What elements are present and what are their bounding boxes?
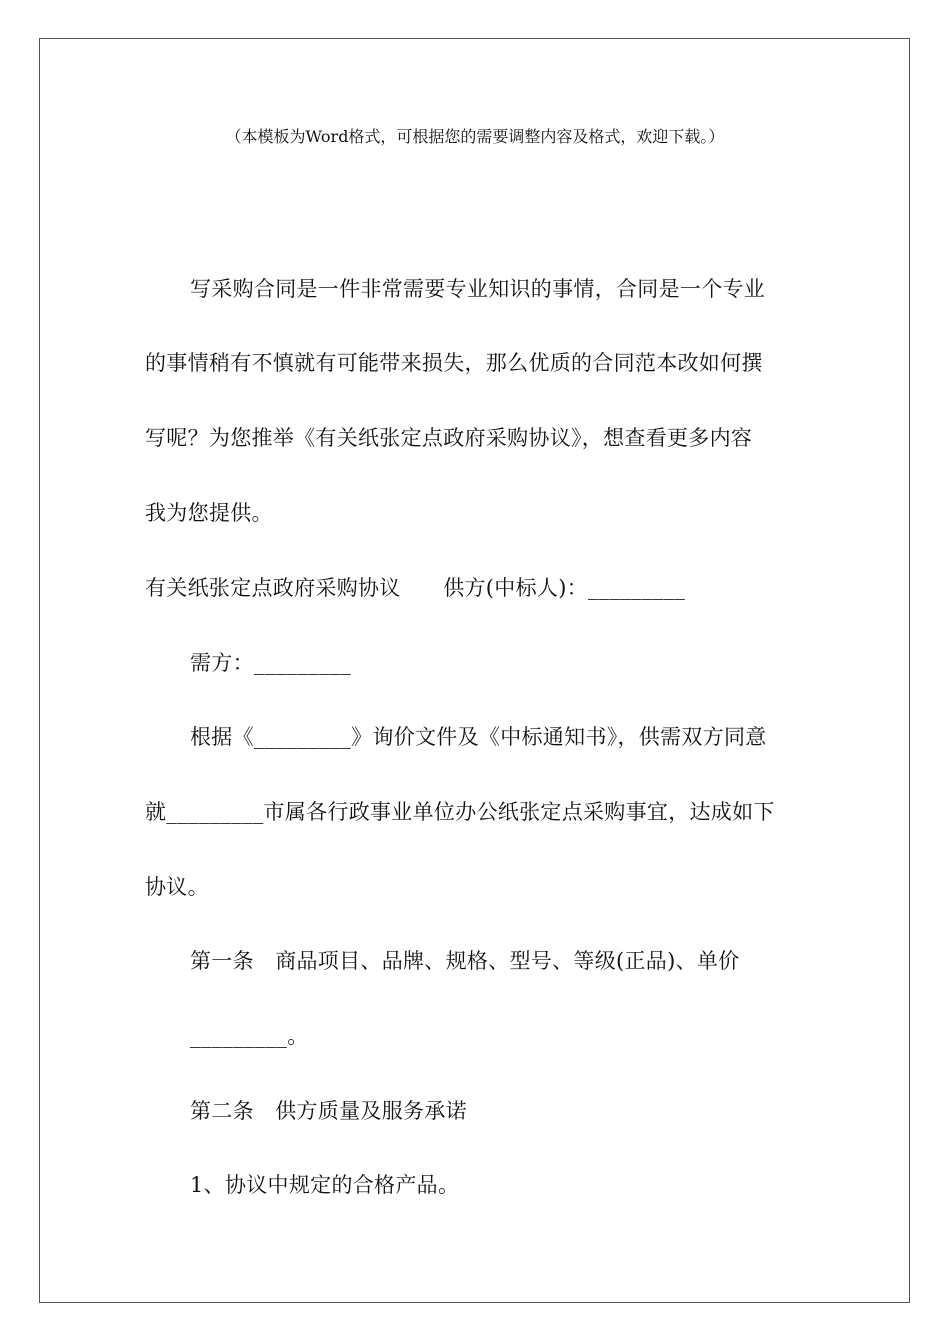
intro-line-4: 我为您提供。 — [145, 501, 273, 525]
article-2-item-1: 1、协议中规定的合格产品。 — [190, 1173, 460, 1197]
intro-line-3: 写呢？为您推举《有关纸张定点政府采购协议》，想查看更多内容 — [145, 426, 753, 450]
basis-line-1: 根据《_________》询价文件及《中标通知书》，供需双方同意 — [190, 725, 767, 749]
article-1-line-2: _________。 — [190, 1024, 309, 1048]
buyer-line: 需方：_________ — [190, 651, 352, 675]
basis-line-2: 就_________市属各行政事业单位办公纸张定点采购事宜，达成如下 — [145, 800, 775, 824]
article-1-line-1: 第一条 商品项目、品牌、规格、型号、等级(正品)、单价 — [190, 949, 740, 973]
intro-line-1: 写采购合同是一件非常需要专业知识的事情，合同是一个专业 — [190, 277, 766, 301]
contract-title-supplier: 有关纸张定点政府采购协议 供方(中标人)：_________ — [145, 576, 686, 600]
template-note: （本模板为Word格式，可根据您的需要调整内容及格式，欢迎下载。） — [225, 127, 725, 146]
page-border — [39, 38, 910, 1303]
intro-line-2: 的事情稍有不慎就有可能带来损失，那么优质的合同范本改如何撰 — [145, 351, 763, 375]
article-2-title: 第二条 供方质量及服务承诺 — [190, 1099, 467, 1123]
basis-line-3: 协议。 — [145, 875, 209, 899]
